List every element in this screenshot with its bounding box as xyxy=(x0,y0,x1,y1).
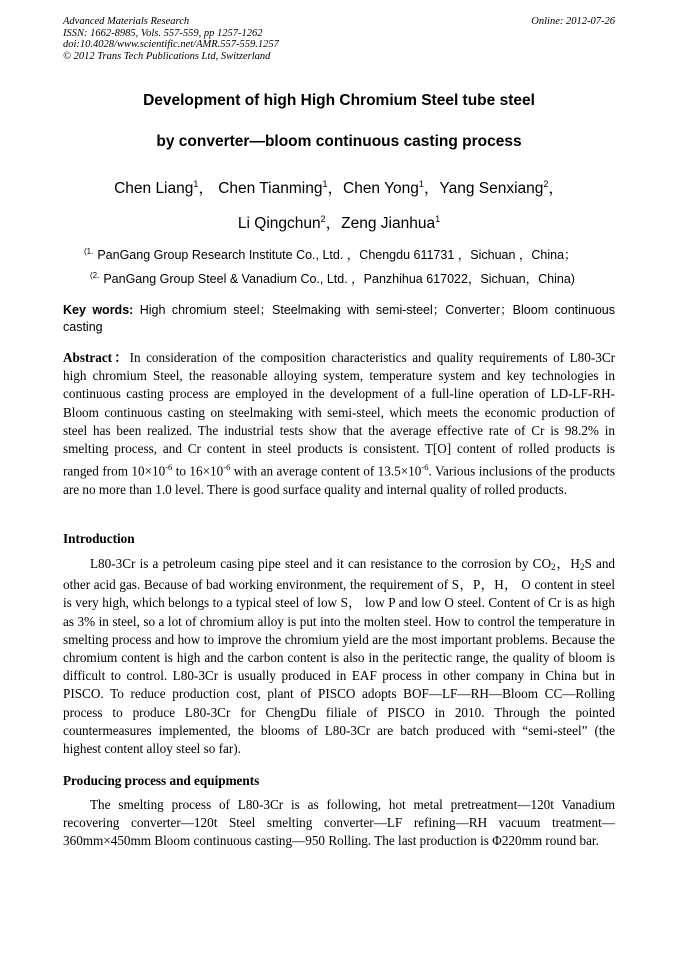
affiliation-text: PanGang Group Research Institute Co., Ltd. ，Chengdu 611731 ，Sichuan ，China； xyxy=(97,248,577,262)
keywords xyxy=(63,302,615,336)
abstract xyxy=(63,349,615,499)
author-separator: ， xyxy=(548,180,564,197)
author-affiliation-mark: 1 xyxy=(418,179,424,189)
affiliation-1 xyxy=(84,245,577,263)
abstract-text: . Various inclusions of the products are no more than 1.0 level. There is good surface quality and internal quality of rolled products. xyxy=(63,463,616,497)
copyright-line: © 2012 Trans Tech Publications Ltd, Switzerland xyxy=(63,50,271,62)
paragraph-text: S and other acid gas. Because of bad working environment, the requirement of S，P，H， O content in steel is very high, which belongs to a typical steel of low S， low P and low O steel. Content of Cr is as high as 3% in steel, so a lot of chromium alloy is put into the molten steel. How to control the temperature in smelting process and how to improve the chromium yield are the most important problems. Because the chromium content is high and the carbon content is also in the peritectic range, the quality of bloom is difficult to control. L80-3Cr is usually produced in EAF process in other company in China but in PISCO. To reduce production cost, plant of PISCO adopts BOF—LF—RH—Bloom CC—Rolling process to produce L80-3Cr for ChengDu filiale of PISCO in 2010. Through the pointed countermeasures implemented, the blooms of L80-3Cr are batch produced with “semi-steel” (the highest content alloy steel so far). xyxy=(63,556,616,757)
exponent: -6 xyxy=(165,462,173,473)
paper-title-line-1: Development of high High Chromium Steel tube steel xyxy=(143,92,535,109)
doi-line: doi:10.4028/www.scientific.net/AMR.557-559.1257 xyxy=(63,39,279,51)
abstract-text: with an average content of 13.5×10 xyxy=(230,463,422,479)
affiliation-text: PanGang Group Steel & Vanadium Co., Ltd. ，Panzhihua 617022，Sichuan，China) xyxy=(103,272,575,286)
process-paragraph: The smelting process of L80-3Cr is as following, hot metal pretreatment—120t Vanadium recovering converter—120t Steel smelting converter—LF refining—RH vacuum treatment—360mm×450mm Bloom continuous casting—950 Rolling. The last production is Φ220mm round bar. xyxy=(63,797,615,849)
introduction-paragraph xyxy=(63,555,615,758)
author-separator: ， xyxy=(327,180,343,197)
author-affiliation-mark: 1 xyxy=(322,179,328,189)
author-name: Li Qingchun xyxy=(237,215,321,232)
author-affiliation-mark: 1 xyxy=(435,214,441,224)
journal-name: Advanced Materials Research xyxy=(63,16,190,27)
author-separator: ， xyxy=(198,180,219,197)
abstract-text: In consideration of the composition characteristics and quality requirements of L80-3Cr high chromium Steel, the reasonable alloying system, temperature system and key technologies in continuous casting process are employed in the development of a full-line operation of LD-LF-RH-Bloom continuous casting on steelmaking with semi-steel, which meets the economic production of steel has been realized. The industrial tests show that the average effective rate of Cr is 98.2% in smelting process, and Cr content in steel products is consistent. T[O] content of rolled products is ranged from 10×10 xyxy=(63,350,616,479)
subscript: 2 xyxy=(579,562,585,572)
author-separator: ， xyxy=(423,180,440,197)
affiliation-mark: (1. xyxy=(84,247,94,256)
issn-line: ISSN: 1662-8985, Vols. 557-559, pp 1257-1262 xyxy=(63,27,263,39)
affiliation-mark: (2. xyxy=(90,271,100,280)
author-name: Yang Senxiang xyxy=(439,180,544,197)
section-heading-process: Producing process and equipments xyxy=(63,773,260,788)
author-affiliation-mark: 2 xyxy=(543,179,549,189)
author-name: Chen Yong xyxy=(343,180,419,197)
subscript: 2 xyxy=(551,562,556,572)
author-separator: ， xyxy=(325,215,342,232)
author-list-line-2 xyxy=(63,211,615,233)
author-name: Chen Liang xyxy=(114,180,194,197)
abstract-text: to 16×10 xyxy=(172,463,224,479)
author-name: Chen Tianming xyxy=(218,180,323,197)
paragraph-text: L80-3Cr is a petroleum casing pipe steel and it can resistance to the corrosion by CO xyxy=(90,556,551,571)
author-name: Zeng Jianhua xyxy=(341,215,436,232)
section-heading-introduction: Introduction xyxy=(63,531,135,546)
author-list-line-1 xyxy=(63,176,615,198)
author-affiliation-mark: 2 xyxy=(320,214,326,224)
keywords-label: Key words: xyxy=(63,303,134,317)
publication-header xyxy=(63,16,615,62)
paragraph-text: ，H xyxy=(555,556,580,571)
abstract-label: Abstract： xyxy=(63,350,130,365)
affiliation-2 xyxy=(90,269,575,287)
author-affiliation-mark: 1 xyxy=(193,179,199,189)
online-date: Online: 2012-07-26 xyxy=(531,16,615,27)
keywords-text: High chromium steel；Steelmaking with semi-steel；Converter；Bloom continuous casting xyxy=(63,303,615,334)
exponent: -6 xyxy=(421,462,429,473)
exponent: -6 xyxy=(223,462,231,473)
paper-title-line-2: by converter—bloom continuous casting process xyxy=(156,133,522,150)
